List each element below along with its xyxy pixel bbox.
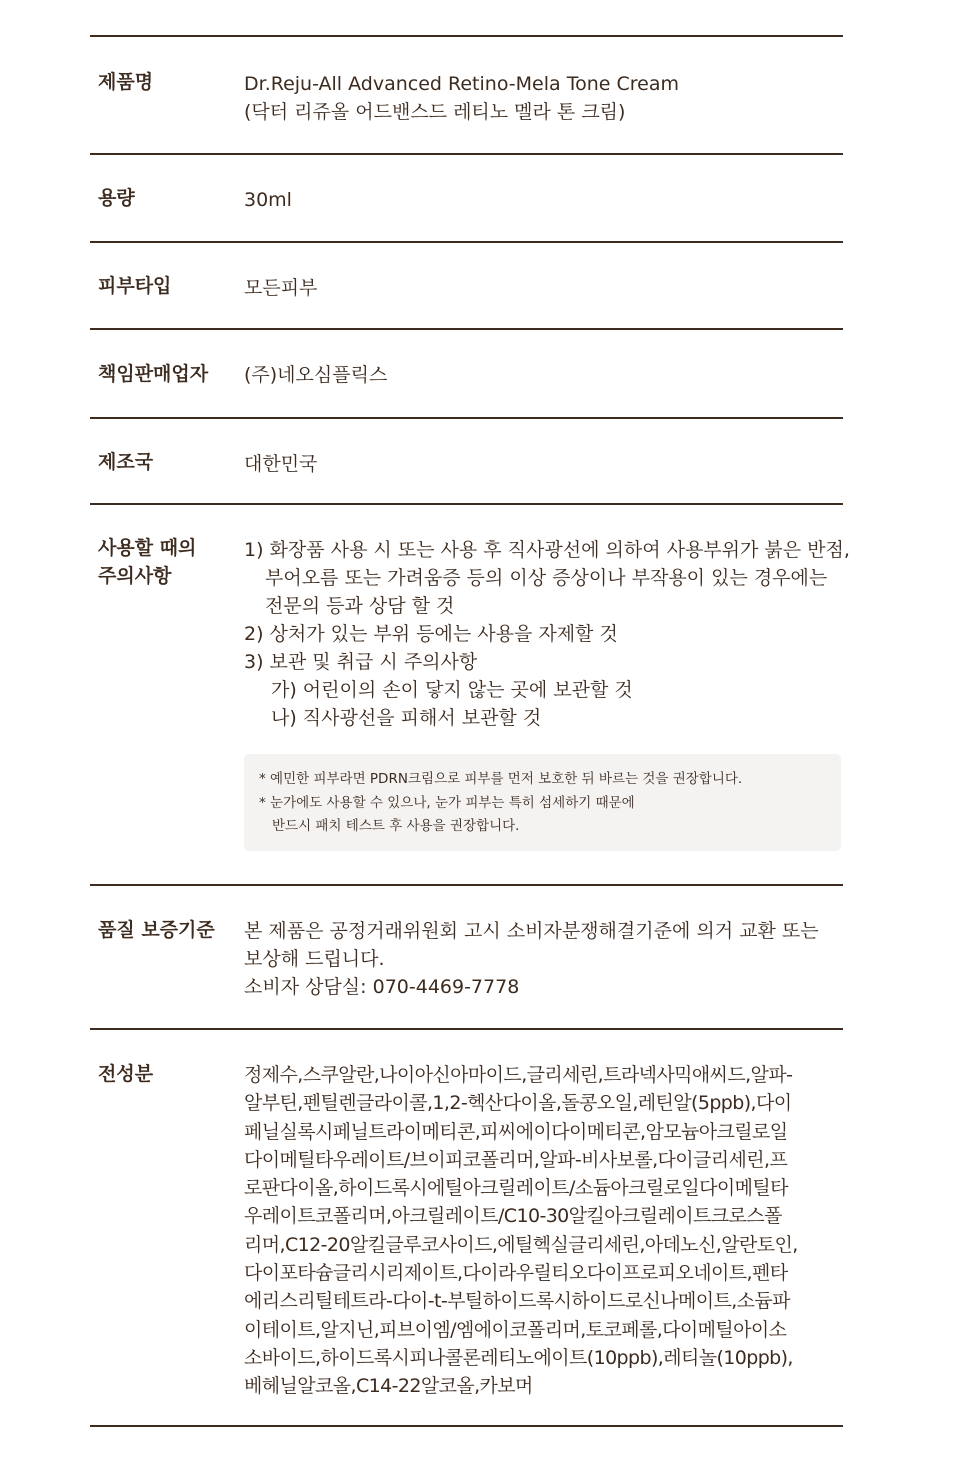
quality-line-2: 보상해 드립니다. xyxy=(244,948,385,970)
product-name-korean: (닥터 리쥬올 어드밴스드 레티노 멜라 톤 크림) xyxy=(244,101,626,123)
ingredients-line: 우레이트코폴리머,아크릴레이트/C10-30알킬아크릴레이트크로스폴 xyxy=(244,1205,782,1228)
caution-item-1-cont: 전문의 등과 상담 할 것 xyxy=(265,595,455,617)
caution-item-3b: 나) 직사광선을 피해서 보관할 것 xyxy=(271,707,542,729)
label-volume: 용량 xyxy=(98,187,135,209)
label-caution xyxy=(98,534,196,590)
label-product-name: 제품명 xyxy=(98,71,154,93)
row-quality xyxy=(90,884,843,1028)
product-name-english: Dr.Reju-All Advanced Retino-Mela Tone Cream xyxy=(244,73,679,95)
ingredients-line: 베헤닐알코올,C14-22알코올,카보머 xyxy=(244,1375,533,1398)
ingredients-line: 소바이드,하이드록시피나콜론레티노에이트(10ppb),레티놀(10ppb), xyxy=(244,1346,793,1369)
ingredients-line: 정제수,스쿠알란,나이아신아마이드,글리세린,트라넥사믹애씨드,알파- xyxy=(244,1064,793,1086)
consumer-phone: 소비자 상담실: 070-4469-7778 xyxy=(244,976,520,998)
ingredients-line: 알부틴,펜틸렌글라이콜,1,2-헥산다이올,돌콩오일,레틴알(5ppb),다이 xyxy=(244,1092,792,1115)
ingredients-line: 다이메틸타우레이트/브이피코폴리머,알파-비사보롤,다이글리세린,프 xyxy=(244,1148,788,1171)
row-country xyxy=(90,417,843,503)
ingredients-line: 에리스리틸테트라-다이-t-부틸하이드록시하이드로신나메이트,소듐파 xyxy=(244,1290,790,1313)
value-skin-type: 모든피부 xyxy=(244,277,318,299)
row-volume xyxy=(90,153,843,241)
label-quality: 품질 보증기준 xyxy=(98,919,215,941)
row-seller xyxy=(90,328,843,417)
caution-item-3: 3) 보관 및 취급 시 주의사항 xyxy=(244,651,478,673)
value-seller: (주)네오심플릭스 xyxy=(244,364,388,386)
value-volume: 30ml xyxy=(244,189,292,211)
quality-line-1: 본 제품은 공정거래위원회 고시 소비자분쟁해결기준에 의거 교환 또는 xyxy=(244,920,819,942)
ingredients-line: 로판다이올,하이드록시에틸아크릴레이트/소듐아크릴로일다이메틸타 xyxy=(244,1177,788,1200)
label-seller: 책임판매업자 xyxy=(98,363,209,385)
value-quality xyxy=(244,917,843,1001)
ingredients-line: 다이포타슘글리시리제이트,다이라우릴티오다이프로피오네이트,펜타 xyxy=(244,1262,788,1285)
caution-note-2: * 눈가에도 사용할 수 있으나, 눈가 피부는 특히 섬세하기 때문에 xyxy=(259,794,635,811)
row-caution xyxy=(90,503,850,884)
caution-note-2-cont: 반드시 패치 테스트 후 사용을 권장합니다. xyxy=(272,818,520,834)
ingredients-line: 리머,C12-20알킬글루코사이드,에틸헥실글리세린,아데노신,알란토인, xyxy=(244,1233,798,1256)
caution-item-3a: 가) 어린이의 손이 닿지 않는 곳에 보관할 것 xyxy=(271,679,633,701)
caution-item-1: 1) 화장품 사용 시 또는 사용 후 직사광선에 의하여 사용부위가 붉은 반점, xyxy=(244,539,850,561)
ingredients-line: 이테이트,알지닌,피브이엠/엠에이코폴리머,토코페롤,다이메틸아이소 xyxy=(244,1318,787,1341)
label-skin-type: 피부타입 xyxy=(98,275,172,297)
caution-item-1-cont: 부어오름 또는 가려움증 등의 이상 증상이나 부작용이 있는 경우에는 xyxy=(265,567,828,589)
value-caution xyxy=(244,536,850,732)
caution-item-2: 2) 상처가 있는 부위 등에는 사용을 자제할 것 xyxy=(244,623,618,645)
label-caution-line-2: 주의사항 xyxy=(98,565,172,587)
value-ingredients xyxy=(244,1061,843,1401)
ingredients-line: 페닐실록시페닐트라이메티콘,피씨에이다이메티콘,암모늄아크릴로일 xyxy=(244,1120,788,1143)
value-product-name xyxy=(244,70,843,126)
row-ingredients xyxy=(90,1028,843,1427)
row-product-name xyxy=(90,35,843,153)
label-ingredients: 전성분 xyxy=(98,1063,154,1085)
label-caution-line-1: 사용할 때의 xyxy=(98,537,197,559)
row-skin-type xyxy=(90,241,843,328)
value-country: 대한민국 xyxy=(244,453,318,475)
product-info-table xyxy=(90,35,850,1427)
label-country: 제조국 xyxy=(98,451,154,473)
caution-note-1: * 예민한 피부라면 PDRN크림으로 피부를 먼저 보호한 뒤 바르는 것을 권장합니다. xyxy=(259,771,743,787)
caution-note-box xyxy=(244,754,841,851)
